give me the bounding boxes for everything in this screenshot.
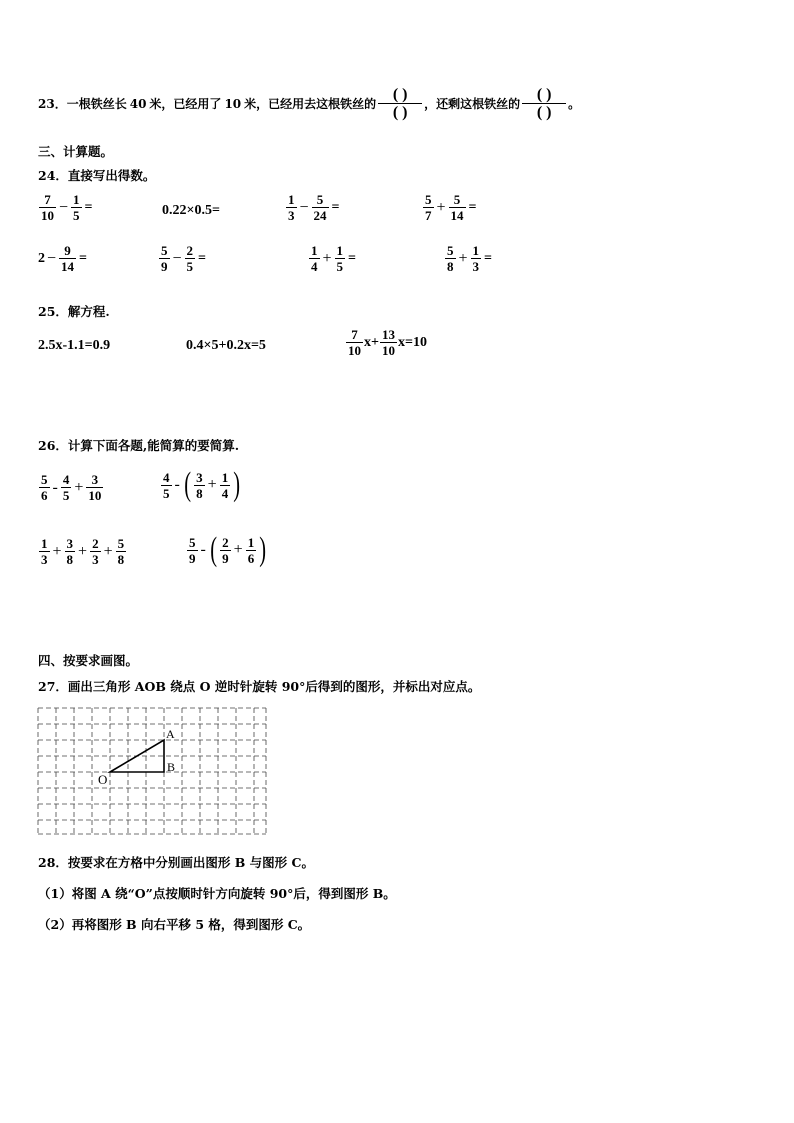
numerator: 5: [161, 243, 168, 258]
plus-sign: +: [233, 541, 243, 558]
numerator: 5: [447, 243, 454, 258]
q26-problem-3: [38, 536, 127, 567]
numerator: 2: [92, 536, 99, 551]
denominator: 5: [336, 259, 344, 274]
equals-sign: =: [84, 199, 93, 215]
fraction: [185, 243, 196, 274]
q24-row2-d: [444, 243, 494, 274]
denominator: 8: [447, 259, 454, 274]
q24-row2-a: [38, 243, 89, 274]
fraction: [449, 192, 466, 223]
fraction: [312, 192, 329, 223]
denominator: 8: [196, 485, 203, 501]
numerator: 4: [163, 469, 170, 485]
denominator: 3: [288, 208, 295, 223]
denominator: 5: [73, 208, 80, 223]
right-parenthesis: ): [233, 466, 241, 503]
fraction: [423, 192, 434, 223]
right-parenthesis: ): [259, 531, 267, 568]
fraction: [471, 243, 482, 274]
numerator: 5: [189, 534, 196, 550]
whole-number: 2: [38, 250, 45, 266]
blank-bottom: ( ): [536, 104, 552, 121]
numerator: 7: [351, 327, 358, 342]
denominator: 14: [61, 259, 75, 274]
question-23: [38, 86, 580, 121]
numerator: 5: [41, 472, 48, 487]
left-parenthesis: (: [184, 466, 191, 503]
denominator: 5: [62, 488, 70, 503]
numerator: 13: [381, 327, 395, 342]
numerator: 1: [73, 192, 80, 207]
minus-sign: -: [52, 478, 58, 496]
q23-text-d: ，还剩这根铁丝的: [424, 97, 521, 111]
plus-sign: +: [458, 249, 468, 267]
fraction: [90, 536, 101, 567]
plus-sign: +: [52, 542, 62, 560]
q24-row1-b: 0.22×0.5=: [162, 203, 220, 218]
minus-sign: -: [174, 476, 180, 493]
q24-row2-c: [308, 243, 358, 274]
fraction: [445, 243, 456, 274]
numerator: 1: [472, 243, 480, 258]
q25-title: 25．解方程.: [38, 304, 110, 319]
q24-row1-d: [422, 192, 479, 223]
denominator: 3: [41, 552, 48, 567]
q24-row1-c: [285, 192, 342, 223]
numerator: 5: [316, 192, 324, 207]
numerator: 7: [44, 192, 51, 207]
fraction: [194, 470, 205, 501]
plus-sign: +: [74, 478, 84, 496]
q23-text-a: 一根铁丝长: [66, 97, 127, 111]
minus-sign: -: [200, 541, 206, 558]
minus-sign: −: [47, 249, 57, 267]
numerator: 5: [117, 536, 125, 551]
numerator: 1: [247, 534, 255, 550]
numerator: 5: [425, 192, 432, 207]
fraction: [161, 470, 172, 501]
denominator: 4: [311, 259, 318, 274]
q25-equation-2: 0.4×5+0.2x=5: [186, 338, 266, 353]
q25-equation-3: [345, 327, 427, 358]
numerator: 1: [336, 243, 344, 258]
variable-term: x+: [364, 334, 379, 350]
minus-sign: −: [59, 198, 69, 216]
fraction: [159, 243, 170, 274]
q26-problem-1: [38, 472, 104, 503]
q23-end: 。: [568, 97, 581, 111]
equals-sign: =: [348, 250, 357, 266]
q24-row1-a: [38, 192, 95, 223]
denominator: 8: [66, 552, 74, 567]
q25-equation-1: 2.5x-1.1=0.9: [38, 338, 111, 353]
fraction: [246, 535, 257, 566]
plus-sign: +: [436, 198, 446, 216]
denominator: 3: [472, 259, 480, 274]
fraction: [39, 536, 50, 567]
equals-sign: =: [79, 250, 88, 266]
equals-sign: =: [468, 199, 477, 215]
fraction: [309, 243, 320, 274]
q26-problem-2: [160, 468, 243, 502]
denominator: 6: [41, 488, 48, 503]
label-a: A: [166, 727, 175, 741]
denominator: 5: [163, 485, 170, 501]
minus-sign: −: [299, 198, 309, 216]
q23-number: 23．: [38, 97, 67, 111]
denominator: 9: [189, 550, 196, 566]
blank-top: ( ): [536, 86, 552, 103]
fraction: [65, 536, 76, 567]
fraction: [346, 327, 363, 358]
fraction: [39, 472, 50, 503]
numerator: 1: [311, 243, 318, 258]
fraction: [59, 243, 76, 274]
minus-sign: −: [172, 249, 182, 267]
denominator: 24: [313, 208, 327, 223]
q23-text-b: 米，已经用了: [149, 97, 222, 111]
numerator: 2: [222, 534, 229, 550]
numerator: 2: [186, 243, 194, 258]
q26-title: 26．计算下面各题,能简算的要简算.: [38, 438, 240, 453]
fraction: [86, 472, 103, 503]
numerator: 1: [41, 536, 48, 551]
blank-top: ( ): [392, 86, 408, 103]
denominator: 10: [381, 343, 395, 358]
q23-n40: 40: [129, 96, 147, 111]
rotation-grid-figure[interactable]: [36, 706, 272, 838]
fraction: [286, 192, 297, 223]
numerator: 5: [453, 192, 461, 207]
q27-title: 27．画出三角形 AOB 绕点 O 逆时针旋转 90°后得到的图形，并标出对应点。: [38, 679, 481, 694]
fraction: [116, 536, 127, 567]
denominator: 9: [222, 550, 229, 566]
section-4-heading: 四、按要求画图。: [38, 653, 139, 668]
fraction: [220, 535, 231, 566]
blank-bottom: ( ): [392, 104, 408, 121]
denominator: 6: [247, 550, 255, 566]
plus-sign: +: [78, 542, 88, 560]
denominator: 10: [348, 343, 361, 358]
variable-term: x=10: [397, 334, 427, 350]
plus-sign: +: [103, 542, 113, 560]
denominator: 10: [41, 208, 54, 223]
q23-text-c: 米，已经用去这根铁丝的: [244, 97, 377, 111]
plus-sign: +: [322, 249, 332, 267]
numerator: 3: [66, 536, 74, 551]
denominator: 5: [186, 259, 194, 274]
equals-sign: =: [198, 250, 207, 266]
q23-blank-used[interactable]: [378, 86, 422, 121]
numerator: 3: [91, 472, 99, 487]
label-o: O: [98, 772, 108, 787]
equals-sign: =: [331, 199, 340, 215]
q28-step-2: （2）再将图形 B 向右平移 5 格，得到图形 C。: [38, 917, 311, 932]
dashed-grid: [38, 708, 266, 834]
equals-sign: =: [484, 250, 493, 266]
numerator: 9: [64, 243, 71, 258]
plus-sign: +: [207, 476, 217, 493]
fraction: [335, 243, 346, 274]
denominator: 3: [92, 552, 99, 567]
section-3-heading: 三、计算题。: [38, 144, 114, 159]
q23-blank-remaining[interactable]: [522, 86, 566, 121]
q28-step-1: （1）将图 A 绕“O”点按顺时针方向旋转 90°后，得到图形 B。: [38, 886, 396, 901]
left-parenthesis: (: [210, 531, 217, 568]
denominator: 10: [88, 488, 102, 503]
denominator: 4: [221, 485, 229, 501]
label-b: B: [167, 760, 176, 774]
fraction: [61, 472, 72, 503]
numerator: 3: [196, 469, 203, 485]
denominator: 8: [117, 552, 125, 567]
q24-title: 24．直接写出得数。: [38, 168, 156, 183]
fraction: [380, 327, 397, 358]
denominator: 7: [425, 208, 432, 223]
denominator: 14: [450, 208, 464, 223]
fraction: [71, 192, 82, 223]
q24-row2-b: [158, 243, 208, 274]
numerator: 1: [221, 469, 229, 485]
fraction: [39, 192, 56, 223]
q26-problem-4: [186, 533, 269, 567]
numerator: 1: [288, 192, 295, 207]
numerator: 4: [62, 472, 70, 487]
denominator: 9: [161, 259, 168, 274]
q23-n10: 10: [224, 96, 242, 111]
fraction: [220, 470, 231, 501]
fraction: [187, 535, 198, 566]
q28-title: 28．按要求在方格中分别画出图形 B 与图形 C。: [38, 855, 314, 870]
